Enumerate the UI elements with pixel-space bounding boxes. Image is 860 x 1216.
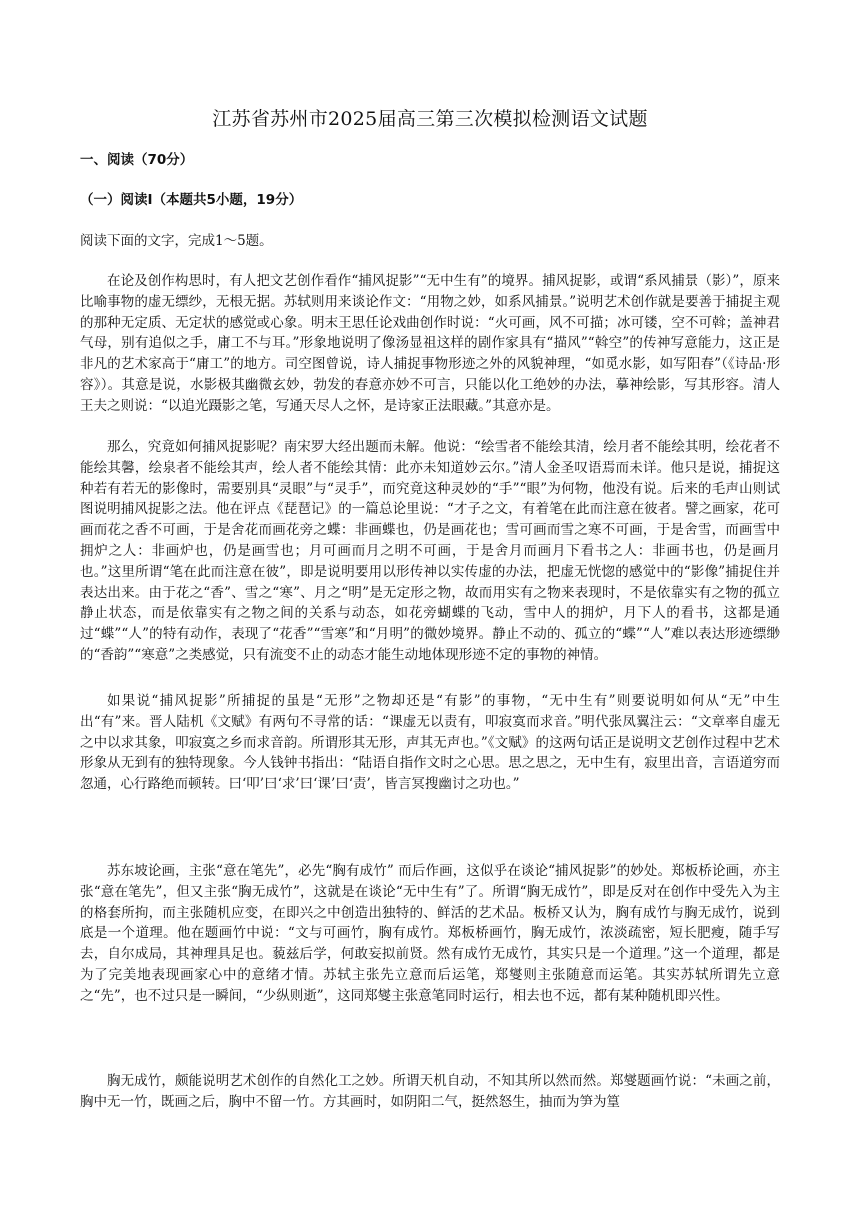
passage-paragraph-3: 如果说“捕风捉影”所捕捉的虽是“无形”之物却还是“有影”的事物，“无中生有”则要说明如何从“无”中生出“有”来。晋人陆机《文赋》有两句不寻常的话：“课虚无以责有，叩寂寞而求音。”明代张凤翼注云：“文章率自虚无之中以求其象，叩寂寞之乡而求音韵。所谓形其无形，声其无声也。”《文赋》的这两句话正是说明文艺创作过程中艺术形象从无到有的独特现象。今人钱钟书指出：“陆语自指作文时之心思。思之思之，无中生有，寂里出音，言语道穷而忽通，心行路绝而顿转。曰‘叩’曰‘求’曰‘课’曰‘责’，皆言冥搜幽讨之功也。” bbox=[80, 693, 780, 793]
section-heading: 一、阅读（70分） bbox=[80, 152, 194, 168]
passage-paragraph-2: 那么，究竟如何捕风捉影呢？南宋罗大经出题而未解。他说：“绘雪者不能绘其清，绘月者不能绘其明，绘花者不能绘其馨，绘泉者不能绘其声，绘人者不能绘其情：此亦未知道妙云尔。”清人金圣叹语焉而未详。他只是说，捕捉这种若有若无的影像时，需要别具“灵眼”与“灵手”，而究竟这种灵妙的“手”“眼”为何物，他没有说。后来的毛声山则试图说明捕风捉影之法。他在评点《琵琶记》的一篇总论里说：“才子之文，有着笔在此而注意在彼者。譬之画家，花可画而花之香不可画，于是舍花而画花旁之蝶：非画蝶也，仍是画花也；雪可画而雪之寒不可画，于是舍雪，而画雪中拥炉之人：非画炉也，仍是画雪也；月可画而月之明不可画，于是舍月而画月下看书之人：非画书也，仍是画月也。”这里所谓“笔在此而注意在彼”，即是说明要用以形传神以实传虚的办法，把虚无恍惚的感觉中的“影像”捕捉住并表达出来。由于花之“香”、雪之“寒”、月之“明”是无定形之物，故而用实有之物来表现时，不是依靠实有之物的孤立静止状态，而是依靠实有之物之间的关系与动态，如花旁蝴蝶的飞动，雪中人的拥炉，月下人的看书，这都是通过“蝶”“人”的特有动作，表现了“花香”“雪寒”和“月明”的微妙境界。静止不动的、孤立的“蝶”“人”难以表达形迹缥缈的“香韵”“寒意”之类感觉，只有流变不止的动态才能生动地体现形迹不定的事物的神情。 bbox=[80, 439, 780, 663]
page-title: 江苏省苏州市2025届高三第三次模拟检测语文试题 bbox=[212, 108, 648, 130]
subsection-heading: （一）阅读Ⅰ（本题共5小题，19分） bbox=[80, 192, 303, 208]
passage-paragraph-4: 苏东坡论画，主张“意在笔先”，必先“胸有成竹” 而后作画，这似乎在谈论“捕风捉影”的妙处。郑板桥论画，亦主张“意在笔先”，但又主张“胸无成竹”，这就是在谈论“无中生有”了。所谓“胸无成竹”，即是反对在创作中受先入为主的格套所拘，而主张随机应变，在即兴之中创造出独特的、鲜活的艺术品。板桥又认为，胸有成竹与胸无成竹，说到底是一个道理。他在题画竹中说：“文与可画竹，胸有成竹。郑板桥画竹，胸无成竹，浓淡疏密，短长肥瘦，随手写去，自尔成局，其神理具足也。藐兹后学，何敢妄拟前贤。然有成竹无成竹，其实只是一个道理。”这一个道理，都是为了完美地表现画家心中的意绪才情。苏轼主张先立意而后运笔，郑燮则主张随意而运笔。其实苏轼所谓先立意之“先”，也不过只是一瞬间，“少纵则逝”，这同郑燮主张意笔同时运行，相去也不远，都有某种随机即兴性。 bbox=[80, 863, 780, 1004]
passage-paragraph-1: 在论及创作构思时，有人把文艺创作看作“捕风捉影”“无中生有”的境界。捕风捉影，或谓“系风捕景（影）”，原来比喻事物的虚无缥纱，无根无据。苏轼则用来谈论作文：“用物之妙，如系风捕景。”说明艺术创作就是要善于捕捉主观的那种无定质、无定状的感觉或心象。明末王思任论戏曲创作时说：“火可画，风不可描；冰可镂，空不可斡；盖神君气母，别有追似之手，庸工不与耳。”形象地说明了像汤显祖这样的剧作家具有“描风”“斡空”的传神写意能力，这正是非凡的艺术家高于“庸工”的地方。司空图曾说，诗人捕捉事物形迹之外的风貌神理，“如觅水影，如写阳春”（《诗品·形容》）。其意是说，水影极其幽微玄妙，勃发的春意亦妙不可言，只能以化工绝妙的办法，摹神绘影，写其形容。清人王夫之则说：“以追光蹑影之笔，写通天尽人之怀，是诗家正法眼藏。”其意亦是。 bbox=[80, 273, 780, 414]
passage-paragraph-5: 胸无成竹，颇能说明艺术创作的自然化工之妙。所谓天机自动，不知其所以然而然。郑燮题画竹说：“未画之前，胸中无一竹，既画之后，胸中不留一竹。方其画时，如阴阳二气，挺然怒生，抽而为笋为篁 bbox=[80, 1073, 780, 1110]
reading-instruction: 阅读下面的文字，完成1～5题。 bbox=[80, 233, 273, 249]
